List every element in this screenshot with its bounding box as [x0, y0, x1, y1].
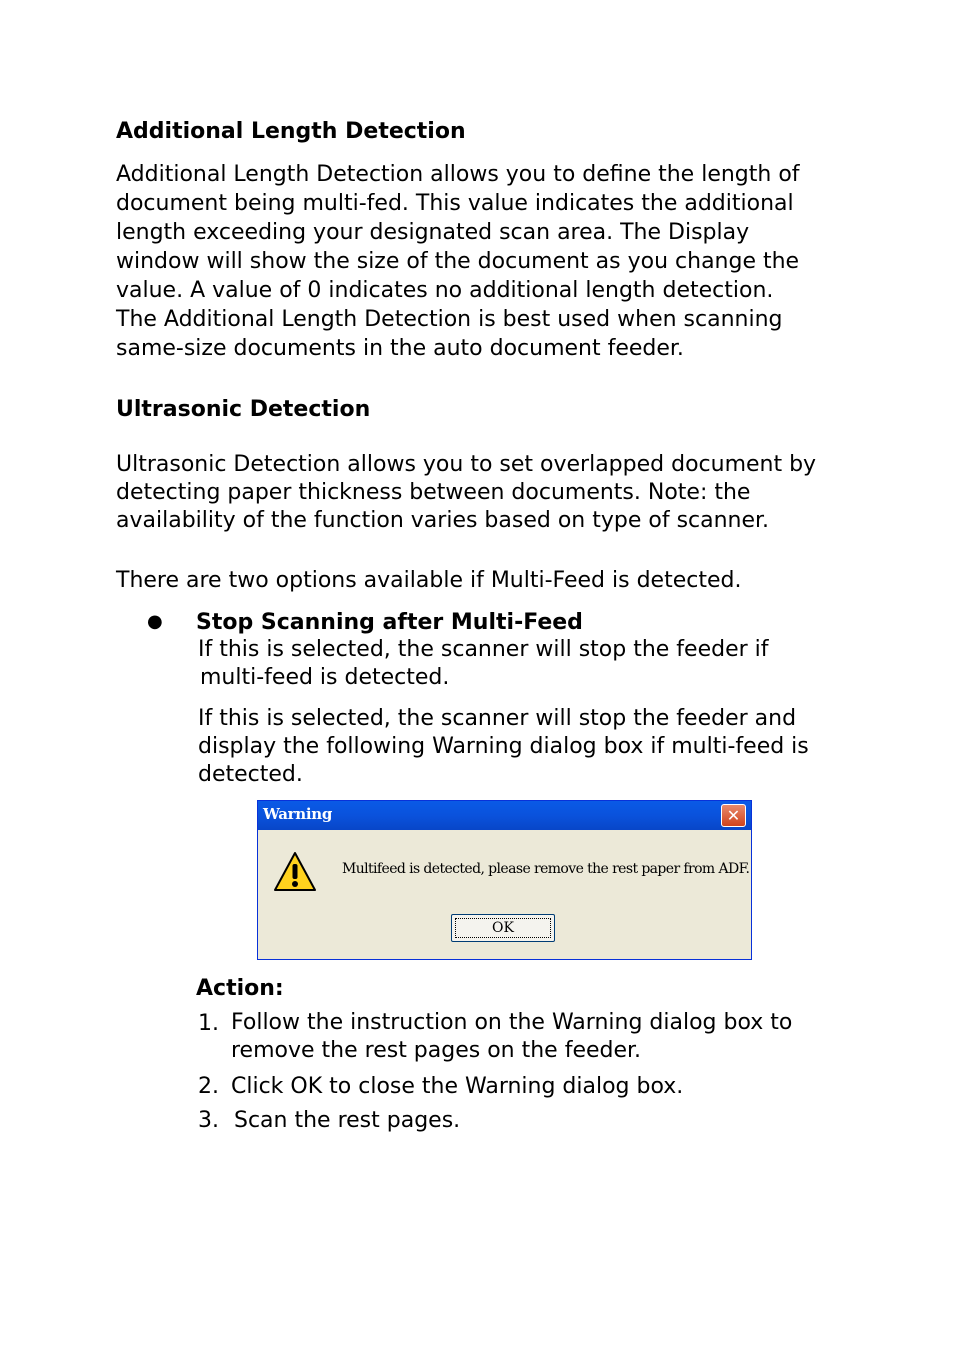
ok-button[interactable] — [451, 914, 555, 942]
paragraph-line: window will show the size of the document as you change the — [116, 249, 800, 274]
action-step-3-number: 3. — [198, 1108, 219, 1133]
action-step-2-number: 2. — [198, 1074, 219, 1099]
paragraph-line: remove the rest pages on the feeder. — [231, 1038, 642, 1063]
paragraph-line: multi-feed is detected. — [200, 665, 450, 690]
paragraph-line: If this is selected, the scanner will stop the feeder and — [198, 706, 797, 731]
warning-icon — [273, 850, 317, 894]
paragraph-line: value. A value of 0 indicates no additional length detection. — [116, 278, 774, 303]
bullet-description-2 — [198, 705, 809, 789]
paragraph-line: length exceeding your designated scan area. The Display — [116, 220, 750, 245]
dialog-message: Multifeed is detected, please remove the rest paper from ADF. — [342, 861, 750, 877]
paragraph-line: Follow the instruction on the Warning dialog box to — [231, 1010, 793, 1035]
paragraph-line: availability of the function varies based on type of scanner. — [116, 508, 770, 533]
warning-dialog — [257, 800, 752, 960]
dialog-titlebar — [258, 801, 751, 830]
paragraph-line: detected. — [198, 762, 303, 787]
ultrasonic-paragraph — [116, 451, 816, 535]
paragraph-line: same-size documents in the auto document feeder. — [116, 336, 684, 361]
close-icon[interactable]: ✕ — [721, 804, 746, 827]
paragraph-line: detecting paper thickness between documents. Note: the — [116, 480, 751, 505]
bullet-description — [198, 636, 769, 692]
paragraph-line: Additional Length Detection allows you to define the length of — [116, 162, 800, 187]
action-step-1-text — [231, 1009, 792, 1065]
section-heading-additional-length: Additional Length Detection — [116, 119, 466, 144]
paragraph-line: Ultrasonic Detection allows you to set overlapped document by — [116, 452, 817, 477]
bullet-title: Stop Scanning after Multi-Feed — [196, 610, 583, 635]
paragraph-line: If this is selected, the scanner will stop the feeder if — [198, 637, 769, 662]
options-intro: There are two options available if Multi-Feed is detected. — [116, 568, 742, 593]
bullet-marker: ● — [147, 611, 163, 632]
action-step-2-text: Click OK to close the Warning dialog box. — [231, 1074, 684, 1099]
dialog-title: Warning — [263, 805, 333, 823]
action-step-3-text: Scan the rest pages. — [234, 1108, 461, 1133]
paragraph-line: The Additional Length Detection is best used when scanning — [116, 307, 783, 332]
paragraph-line: display the following Warning dialog box if multi-feed is — [198, 734, 809, 759]
action-step-1-number: 1. — [198, 1011, 219, 1036]
additional-length-paragraph — [116, 160, 800, 363]
paragraph-line: document being multi-fed. This value indicates the additional — [116, 191, 794, 216]
ok-button-label: OK — [455, 918, 551, 938]
section-heading-ultrasonic: Ultrasonic Detection — [116, 397, 371, 422]
action-heading: Action: — [196, 976, 284, 1001]
